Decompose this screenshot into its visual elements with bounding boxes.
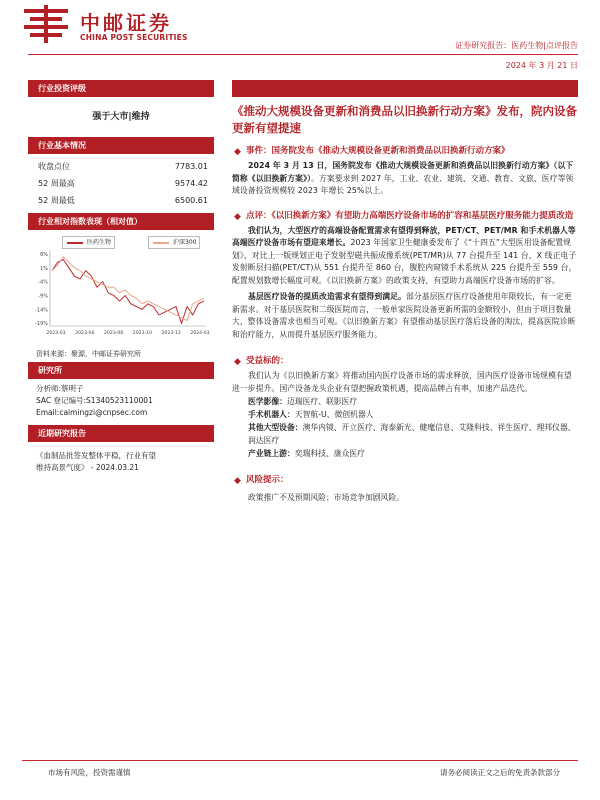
risk-heading-text: 风险提示： [246,475,289,485]
beneficiary-value: 奕瑞科技、康众医疗 [294,449,365,458]
logo-mark-icon [22,5,70,43]
sidebar [28,80,214,474]
series-line-1 [52,257,204,321]
beneficiary-value: 天智航-U、微创机器人 [294,410,374,419]
chart-source: 资料来源：聚源，中邮证券研究所 [36,350,141,358]
logo-en-text: CHINA POST SECURITIES [80,33,188,42]
beneficiary-value: 澳华内镜、开立医疗、海泰新光、健麾信息、艾隆科技、祥生医疗、理邦仪器、润达医疗 [248,423,576,445]
rating-title: 行业投资评级 [28,80,214,97]
event-heading-text: 事件：国务院发布《推动大规模设备更新和消费品以旧换新行动方案》 [246,146,510,156]
report-type: 证券研究报告：医药生物|点评报告 [455,41,578,50]
beneficiary-key: 医学影像： [248,397,287,406]
bullet-icon: ◆ [234,211,241,222]
footer-right: 请务必阅读正文之后的免责条款部分 [440,768,560,777]
event-heading [232,145,578,158]
beneficiary-item [232,395,578,408]
comment-paragraph [232,225,578,288]
grassroots-rest: 部分基层医疗医疗设备使用年限较长，有一定更新需求。对于基层医院和二级医院而言，一般单家医院设备更新所需的金额较小，但由于项目数量大，整体设备需求也相当可观。《以旧换新方案》有望推动基层医疗落后设备的淘汰，提高医院诊断和治疗能力，从而提升基层医疗服务能力。 [232,292,576,339]
beneficiary-heading-text: 受益标的： [246,356,289,366]
footer-left: 市场有风险，投资需谨慎 [48,768,131,777]
beneficiary-value: 迈瑞医疗、联影医疗 [286,397,358,406]
event-paragraph [232,160,578,198]
chart-plot [28,234,214,344]
beneficiary-key: 手术机器人： [248,410,295,419]
relative-index-chart [28,234,214,344]
logo-cn-text: 中邮证券 [80,11,172,35]
company-logo [22,5,222,45]
beneficiary-key: 产业链上游： [248,449,295,458]
beneficiary-heading [232,355,578,368]
event-rest: 。方案要求到 2027 年，工业、农业、建筑、交通、教育、文旅、医疗等领域设备投资规模较 2023 年增长 25%以上。 [232,173,574,195]
basics-label: 52 周最低 [38,196,75,205]
grassroots-paragraph [232,291,578,341]
beneficiary-paragraph: 我们认为《以旧换新方案》将推动国内医疗设备市场的需求释放，国内医疗设备市场规模有望进一步提升。国产设备龙头企业有望把握政策机遇，提高品牌占有率，加速产品迭代。 [232,371,572,393]
y-tick-label: 1% [40,265,48,272]
x-tick-label: 2023-03 [46,331,66,336]
basics-row [28,158,214,175]
y-tick-label: -14% [35,307,48,314]
analyst-email[interactable]: Email:caimingzi@cnpsec.com [36,408,148,417]
basics-value: 9574.42 [174,179,208,188]
beneficiary-item [232,408,578,421]
recent-report[interactable] [28,450,214,474]
bullet-icon: ◆ [234,476,241,486]
rating-value: 强于大市|维持 [92,112,150,122]
risk-text: 政策推广不及预期风险；市场竞争加剧风险。 [248,493,404,502]
beneficiary-item [232,447,578,460]
report-title: 《推动大规模设备更新和消费品以旧换新行动方案》发布，院内设备更新有望提速 [232,104,577,135]
bullet-icon: ◆ [234,147,241,157]
recent-report-line: 维持高景气度》 - 2024.03.21 [36,463,139,472]
analyst-sac: SAC 登记编号:S1340523110001 [36,396,153,405]
footer-divider [22,760,578,761]
analyst-name: 分析师:蔡明子 [36,384,84,393]
recent-title: 近期研究报告 [28,425,214,442]
basics-value: 7783.01 [174,162,208,171]
legend-label: 医药生物 [87,239,112,246]
x-tick-label: 2023-10 [132,331,153,336]
beneficiary-item [232,421,578,447]
event-lead: 2024 年 3 月 13 日，国务院发布《推动大规模设备更新和消费品以旧换新行动方案》（以下简称《以旧换新方案》） [232,161,574,183]
x-tick-label: 2024-03 [190,331,210,336]
beneficiary-key: 其他大型设备： [248,423,303,432]
comment-rest: 2023 年国家卫生健康委发布了《“十四五”大型医用设备配置规划》，对比上一版规划正电子发射型磁共振成像系统(PET/MR)从 77 台提升至 141 台，X 线正电子发射断层扫描(PET/CT)从 551 台提升至 860 台，腹腔内窥镜手术系统从 225 台提升至 559 台，配置规划数增长幅度可观。《以旧换新方案》的政策支持，有望助力高端医疗设备市场的扩容。 [232,238,577,285]
basics-label: 收盘点位 [38,162,70,171]
header-divider [28,54,578,55]
main-top-bar [232,80,578,97]
x-tick-label: 2023-06 [75,331,95,336]
report-date: 2024 年 3 月 21 日 [505,61,578,70]
y-tick-label: -19% [35,321,48,328]
comment-heading-text: 点评：《以旧换新方案》有望助力高端医疗设备市场的扩容和基层医疗服务能力提质改造 [246,210,574,221]
y-tick-label: -4% [38,279,48,286]
main-content [232,80,578,504]
basics-title: 行业基本情况 [28,137,214,154]
basics-row [28,192,214,209]
comment-lead: 我们认为，大型医疗的高端设备配置需求有望得到释放，PET/CT、PET/MR 和手术机器人等高端医疗设备市场有望迎来增长。 [232,225,576,247]
risk-heading [232,474,578,487]
y-tick-label: 6% [40,252,48,258]
x-tick-label: 2023-12 [161,331,181,336]
basics-value: 6500.61 [174,196,208,205]
basics-label: 52 周最高 [38,179,75,188]
analyst-title: 研究所 [28,362,214,379]
x-tick-label: 2023-08 [103,331,124,336]
legend-label: 沪深300 [173,239,197,246]
y-tick-label: -9% [38,293,48,300]
bullet-icon: ◆ [234,357,241,367]
series-line-0 [52,260,204,324]
chart-title: 行业相对指数表现（相对值） [28,213,214,230]
grassroots-lead: 基层医疗设备的提质改造需求有望得到满足。 [248,292,406,301]
basics-row [28,175,214,192]
comment-heading [232,210,578,223]
recent-report-line: 《血制品批签发整体平稳，行业有望 [36,451,156,460]
